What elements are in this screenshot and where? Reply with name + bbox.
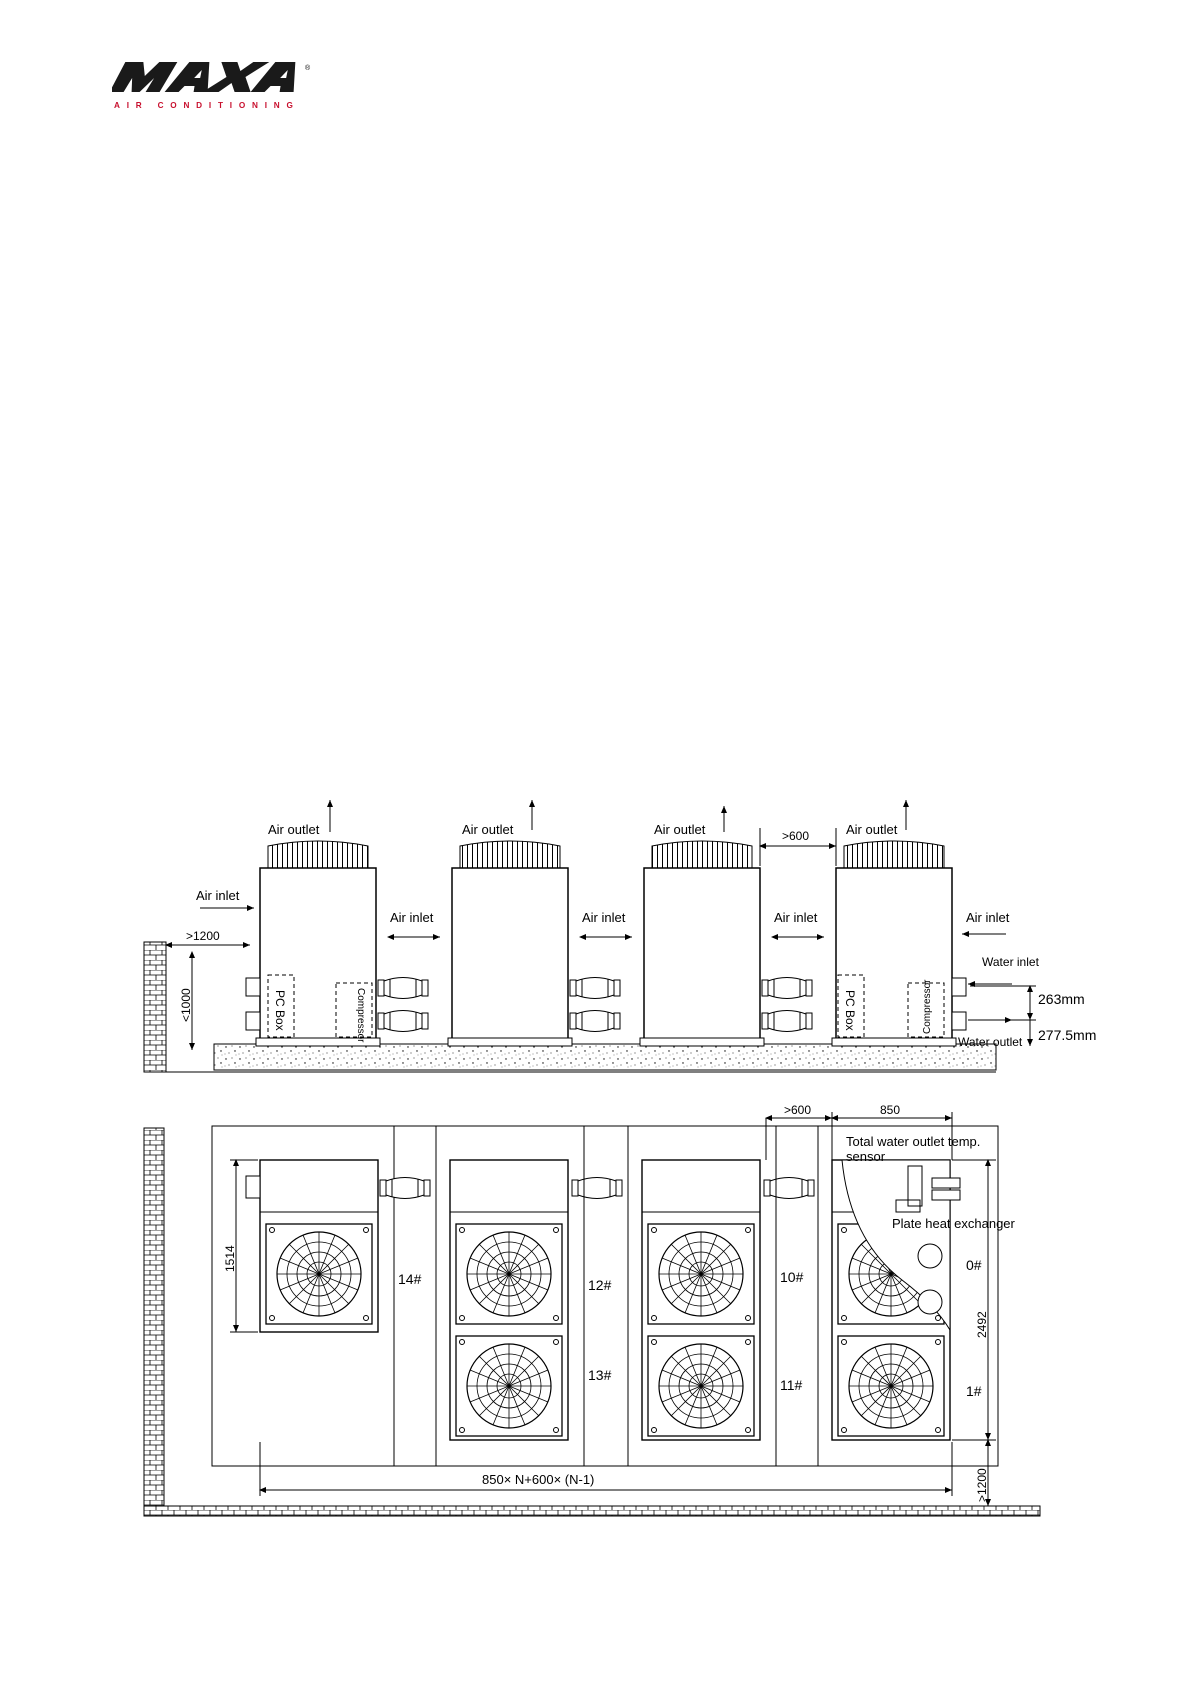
sensor-label: Total water outlet temp. — [846, 1134, 981, 1149]
water-inlet-height: 263mm — [1038, 991, 1085, 1007]
module-number: 10# — [780, 1269, 804, 1285]
air-inlet-label: Air inlet — [196, 888, 240, 903]
module-number: 14# — [398, 1271, 422, 1287]
air-inlet-label: Air inlet — [582, 910, 626, 925]
brand-tagline: AIR CONDITIONING — [114, 101, 300, 110]
unit-depth-dimension: 1514 — [223, 1245, 237, 1272]
water-outlet-label: Water outlet — [958, 1035, 1023, 1049]
water-outlet-height: 277.5mm — [1038, 1027, 1097, 1043]
wall-brick-bottom — [144, 1506, 1040, 1516]
wall-brick — [144, 942, 166, 1072]
unit-width-dimension: 850 — [880, 1103, 901, 1117]
pc-box-label-4: PC Box — [843, 990, 857, 1031]
module-number: 1# — [966, 1383, 982, 1399]
air-outlet-label: Air outlet — [654, 822, 706, 837]
module-number: 11# — [780, 1377, 803, 1393]
wall-clearance-dimension: >1200 — [186, 929, 220, 943]
plan-gap-dimension: >600 — [784, 1103, 812, 1117]
air-inlet-label: Air inlet — [390, 910, 434, 925]
compressor-label-4: Compressor — [922, 979, 933, 1034]
wall-brick-plan — [144, 1128, 164, 1508]
rear-clearance-dimension: >1200 — [975, 1468, 989, 1502]
plate-heat-exchanger-label: Plate heat exchanger — [892, 1216, 1015, 1231]
double-unit-depth-dimension: 2492 — [975, 1311, 989, 1338]
elevation-view — [144, 800, 1096, 1072]
air-outlet-label: Air outlet — [846, 822, 898, 837]
module-number: 13# — [588, 1367, 612, 1383]
air-inlet-label: Air inlet — [966, 910, 1010, 925]
total-length-formula: 850× N+600× (N-1) — [482, 1472, 595, 1487]
air-inlet-label: Air inlet — [774, 910, 818, 925]
concrete-base — [214, 1044, 996, 1070]
module-number: 12# — [588, 1277, 612, 1293]
registered-mark: ® — [305, 65, 311, 72]
water-inlet-label: Water inlet — [982, 955, 1039, 969]
module-number: 0# — [966, 1257, 982, 1273]
air-outlet-label: Air outlet — [462, 822, 514, 837]
plan-view — [144, 1103, 1040, 1516]
height-limit-dimension: <1000 — [179, 988, 193, 1022]
compressor-label: Compressor — [355, 988, 366, 1043]
sensor-label-2: sensor — [846, 1149, 886, 1164]
gap-dimension: >600 — [782, 829, 810, 843]
pc-box-label: PC Box — [273, 990, 287, 1031]
air-outlet-label: Air outlet — [268, 822, 320, 837]
